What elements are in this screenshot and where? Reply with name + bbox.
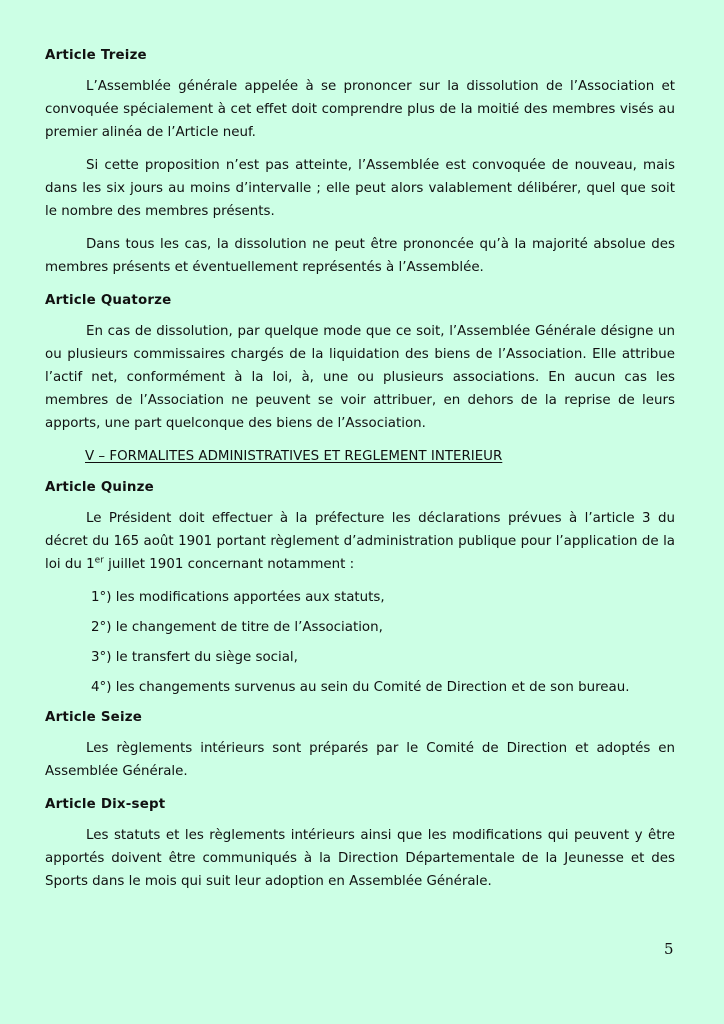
article-13-paragraph-3: Dans tous les cas, la dissolution ne peut être prononcée qu’à la majorité absolue des membres présents et éventuellement représentés à l’Assemblée. <box>45 237 675 275</box>
section-5-title: V – FORMALITES ADMINISTRATIVES ET REGLEMENT INTERIEUR <box>85 449 503 464</box>
article-15-intro-text: Le Président doit effectuer à la préfecture les déclarations prévues à l’article 3 du décret du 165 août 1901 portant règlement d’administration publique pour l’application de la loi du 1 <box>45 511 675 572</box>
article-13-paragraph-2: Si cette proposition n’est pas atteinte, l’Assemblée est convoquée de nouveau, mais dans les six jours au moins d’intervalle ; elle peut alors valablement délibérer, quel que soit le nombre des membres présents. <box>45 158 675 219</box>
article-14-paragraph-1: En cas de dissolution, par quelque mode que ce soit, l’Assemblée Générale désigne un ou plusieurs commissaires chargés de la liquidation des biens de l’Association. Elle attribue l’actif net, conformément à la loi, à, une ou plusieurs associations. En aucun cas les membres de l’Association ne peuvent se voir attribuer, en dehors de la reprise de leurs apports, une part quelconque des biens de l’Association. <box>45 324 675 431</box>
article-17-paragraph-1: Les statuts et les règlements intérieurs ainsi que les modifications qui peuvent y être apportés doivent être communiqués à la Direction Départementale de la Jeunesse et des Sports dans le mois qui suit leur adoption en Assemblée Générale. <box>45 828 675 889</box>
article-17-heading: Article Dix-sept <box>45 797 166 812</box>
article-15-list-item-3: 3°) le transfert du siège social, <box>91 650 298 665</box>
page-number: 5 <box>664 940 674 958</box>
article-15-list-item-1: 1°) les modifications apportées aux statuts, <box>91 590 385 605</box>
article-13-paragraph-1: L’Assemblée générale appelée à se prononcer sur la dissolution de l’Association et convoquée spécialement à cet effet doit comprendre plus de la moitié des membres visés au premier alinéa de l’Article neuf. <box>45 79 675 140</box>
article-15-heading: Article Quinze <box>45 480 154 495</box>
article-15-intro <box>45 507 675 576</box>
article-13-heading: Article Treize <box>45 48 147 63</box>
article-16-paragraph-1: Les règlements intérieurs sont préparés par le Comité de Direction et adoptés en Assemblée Générale. <box>45 741 675 779</box>
article-15-intro-text-end: juillet 1901 concernant notamment : <box>103 557 355 572</box>
article-15-list-item-4: 4°) les changements survenus au sein du Comité de Direction et de son bureau. <box>91 680 630 695</box>
document-page <box>45 44 675 903</box>
article-16-heading: Article Seize <box>45 710 143 725</box>
article-14-heading: Article Quatorze <box>45 293 172 308</box>
article-15-intro-superscript: er <box>94 555 104 566</box>
article-15-list-item-2: 2°) le changement de titre de l’Association, <box>91 620 383 635</box>
